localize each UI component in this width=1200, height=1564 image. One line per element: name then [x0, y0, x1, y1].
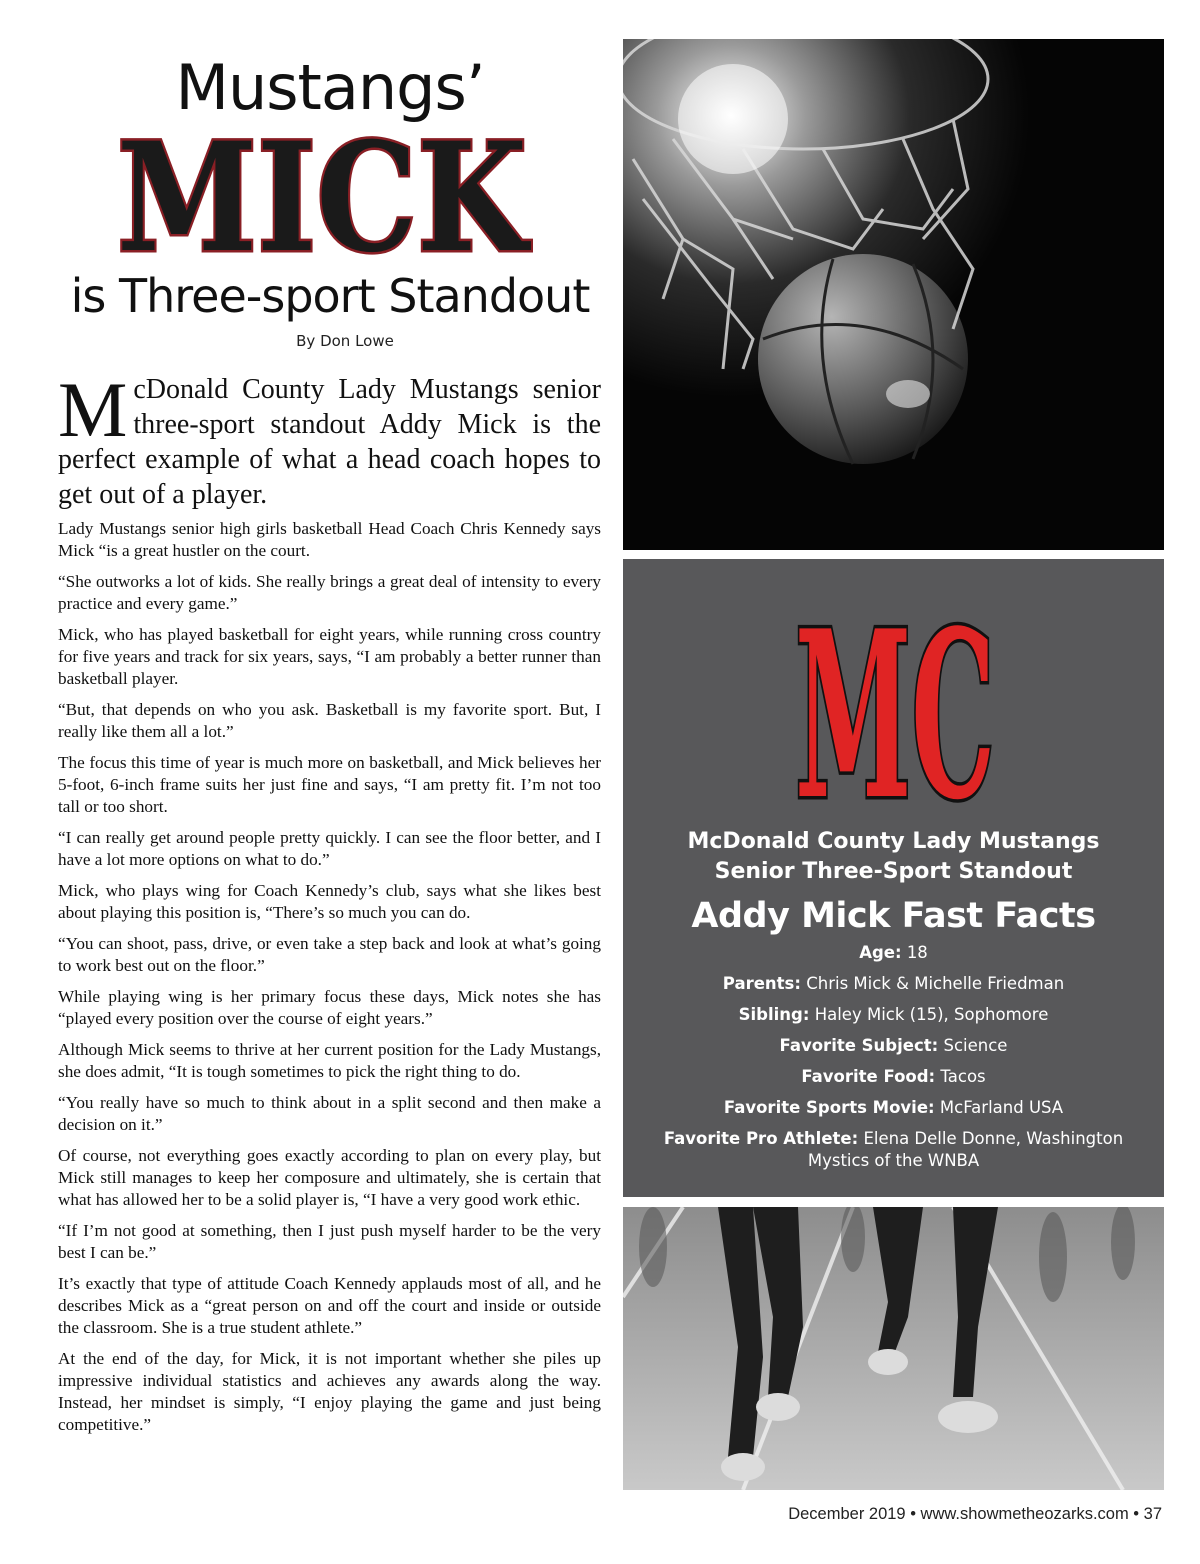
fact-value: 18	[906, 943, 928, 962]
drop-cap: M	[58, 366, 128, 453]
fact-label: Favorite Subject:	[779, 1036, 939, 1055]
fact-value: Chris Mick & Michelle Friedman	[806, 974, 1065, 993]
fact-value: Tacos	[940, 1067, 986, 1086]
fast-facts-list	[653, 942, 1134, 1181]
fact-value: Haley Mick (15), Sophomore	[814, 1005, 1049, 1024]
article-paragraph: Mick, who has played basketball for eight years, while running cross country for five years and track for six years, says, “I am probably a better runner than basketball player.	[58, 625, 601, 688]
fact-favorite-sports-movie	[653, 1097, 1134, 1119]
article-paragraph: While playing wing is her primary focus these days, Mick notes she has “played every position over the course of eight years.”	[58, 987, 601, 1028]
mick-wordmark-text: MICK	[117, 122, 531, 264]
fact-label: Sibling:	[738, 1005, 810, 1024]
fact-label: Favorite Pro Athlete:	[663, 1129, 859, 1148]
article-paragraph: The focus this time of year is much more on basketball, and Mick believes her 5-foot, 6-inch frame suits her just fine and says, “I am pretty fit. I’m not too tall or too short.	[58, 753, 601, 816]
article-paragraph: Mick, who plays wing for Coach Kennedy’s club, says what she likes best about playing this position is, “There’s so much you can do.	[58, 881, 601, 922]
fact-label: Favorite Food:	[801, 1067, 936, 1086]
mc-logo	[789, 581, 1001, 821]
headline-top-line: Mustangs’	[175, 51, 485, 124]
page-footer: December 2019 • www.showmetheozarks.com • 37	[788, 1505, 1162, 1523]
fact-age	[653, 942, 1134, 964]
fact-label: Parents:	[722, 974, 801, 993]
article-paragraph: “If I’m not good at something, then I just push myself harder to be the very best I can be.”	[58, 1221, 601, 1262]
headline-mick-wordmark	[110, 122, 535, 264]
fast-facts-box	[623, 559, 1164, 1197]
article-paragraph: “I can really get around people pretty quickly. I can see the floor better, and I have a lot more options on what to do.”	[58, 828, 601, 869]
article-paragraph: Of course, not everything goes exactly according to plan on every play, but Mick still manages to keep her composure and ultimately, she is certain that what has allowed her to be a solid player is, “I have a very good work ethic.	[58, 1146, 601, 1209]
fast-facts-title: Addy Mick Fast Facts	[691, 896, 1096, 936]
fast-facts-subtitle	[623, 827, 1164, 887]
fact-value: McFarland USA	[939, 1098, 1064, 1117]
article-paragraph: It’s exactly that type of attitude Coach Kennedy applauds most of all, and he describes Mick as a “great person on and off the court and inside or outside the classroom. She is a true student athlete.”	[58, 1274, 601, 1337]
lead-paragraph	[58, 366, 601, 512]
article-paragraph: Although Mick seems to thrive at her current position for the Lady Mustangs, she does admit, “It is tough sometimes to pick the right thing to do.	[58, 1040, 601, 1081]
fact-value: Science	[943, 1036, 1008, 1055]
lead-text: cDonald County Lady Mustangs senior three-sport standout Addy Mick is the perfect example of what a head coach hopes to get out of a player.	[58, 374, 601, 510]
basketball-net-photo	[623, 39, 1164, 550]
headline-bottom-line: is Three-sport Standout	[70, 269, 590, 323]
runners-track-photo	[623, 1207, 1164, 1490]
fact-favorite-subject	[653, 1035, 1134, 1057]
fact-label: Age:	[859, 943, 902, 962]
mc-logo-text: MC	[795, 581, 995, 821]
fact-sibling	[653, 1004, 1134, 1026]
fact-parents	[653, 973, 1134, 995]
fact-value: Elena Delle Donne, Washington Mystics of the WNBA	[807, 1129, 1124, 1170]
article-paragraph: Lady Mustangs senior high girls basketball Head Coach Chris Kennedy says Mick “is a great hustler on the court.	[58, 519, 601, 560]
fast-facts-subtitle-line-2: Senior Three-Sport Standout	[714, 859, 1073, 884]
article-paragraph: “But, that depends on who you ask. Basketball is my favorite sport. But, I really like them all a lot.”	[58, 700, 601, 741]
article-paragraph: “You really have so much to think about in a split second and then make a decision on it.”	[58, 1093, 601, 1134]
fact-favorite-pro-athlete	[653, 1128, 1134, 1172]
article-body	[58, 518, 601, 1445]
article-paragraph: “She outworks a lot of kids. She really brings a great deal of intensity to every practice and every game.”	[58, 572, 601, 613]
article-paragraph: “You can shoot, pass, drive, or even take a step back and look at what’s going to work best out on the floor.”	[58, 934, 601, 975]
fast-facts-subtitle-line-1: McDonald County Lady Mustangs	[687, 829, 1100, 854]
fact-favorite-food	[653, 1066, 1134, 1088]
fact-label: Favorite Sports Movie:	[723, 1098, 935, 1117]
article-paragraph: At the end of the day, for Mick, it is not important whether she piles up impressive individual statistics and achieves any awards along the way. Instead, her mindset is simply, “I enjoy playing the game and just being competitive.”	[58, 1349, 601, 1434]
byline: By Don Lowe	[296, 332, 394, 350]
